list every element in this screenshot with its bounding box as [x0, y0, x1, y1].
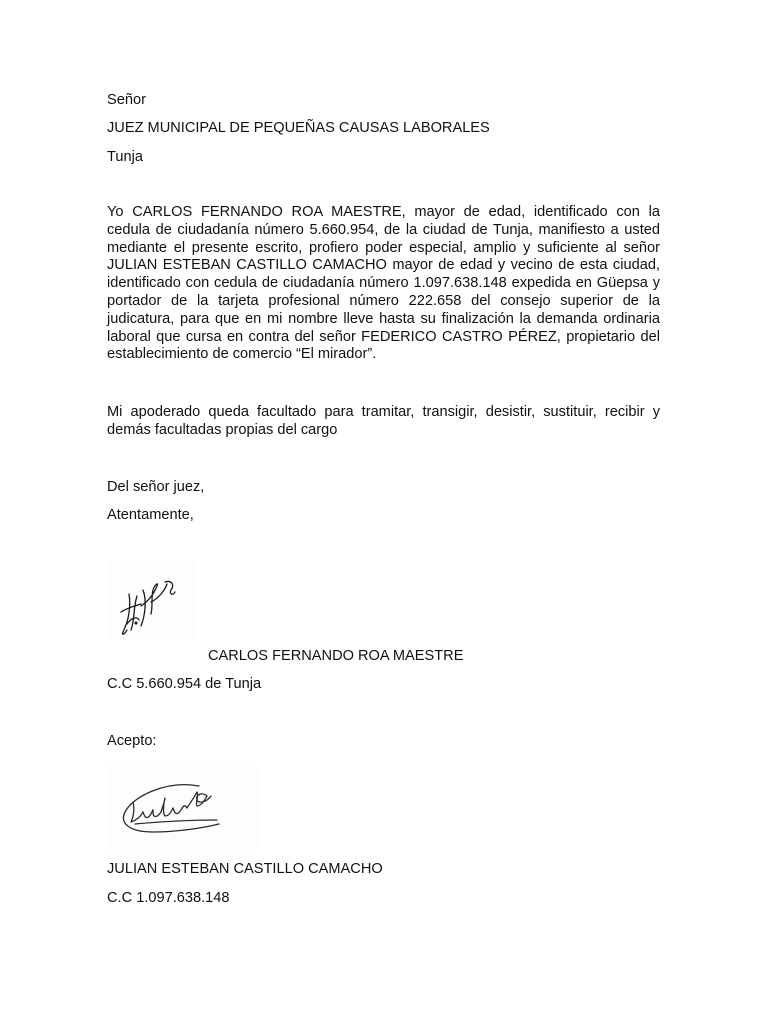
addressee-title: JUEZ MUNICIPAL DE PEQUEÑAS CAUSAS LABORALES [107, 120, 490, 136]
grantor-name: CARLOS FERNANDO ROA MAESTRE [208, 648, 464, 664]
body-paragraph-2: Mi apoderado queda facultado para tramitar, transigir, desistir, sustituir, recibir y demás facultadas propias del cargo [107, 404, 660, 438]
grantor-signature-drawing [107, 560, 197, 640]
attorney-signature [107, 766, 259, 850]
addressee-city: Tunja [107, 149, 143, 165]
closing-greeting: Del señor juez, [107, 479, 205, 495]
grantor-id: C.C 5.660.954 de Tunja [107, 676, 262, 692]
attorney-id: C.C 1.097.638.148 [107, 890, 230, 906]
acceptance-label: Acepto: [107, 733, 157, 749]
attorney-signature-drawing [107, 766, 259, 850]
body-paragraph-1: Yo CARLOS FERNANDO ROA MAESTRE, mayor de edad, identificado con la cedula de ciudadanía número 5.660.954, de la ciudad de Tunja, manifiesto a usted mediante el presente escrito, profiero poder especial, amplio y suficiente al señor JULIAN ESTEBAN CASTILLO CAMACHO mayor de edad y vecino de esta ciudad, identificado con cedula de ciudadanía número 1.097.638.148 expedida en Güepsa y portador de la tarjeta profesional número 222.658 del consejo superior de la judicatura, para que en mi nombre lleve hasta su finalización la demanda ordinaria laboral que cursa en contra del señor FEDERICO CASTRO PÉREZ, propietario del establecimiento de comercio “El mirador”. [107, 204, 660, 363]
attorney-name: JULIAN ESTEBAN CASTILLO CAMACHO [107, 861, 383, 877]
closing-regards: Atentamente, [107, 507, 194, 523]
grantor-signature [107, 560, 197, 640]
salutation: Señor [107, 92, 146, 108]
